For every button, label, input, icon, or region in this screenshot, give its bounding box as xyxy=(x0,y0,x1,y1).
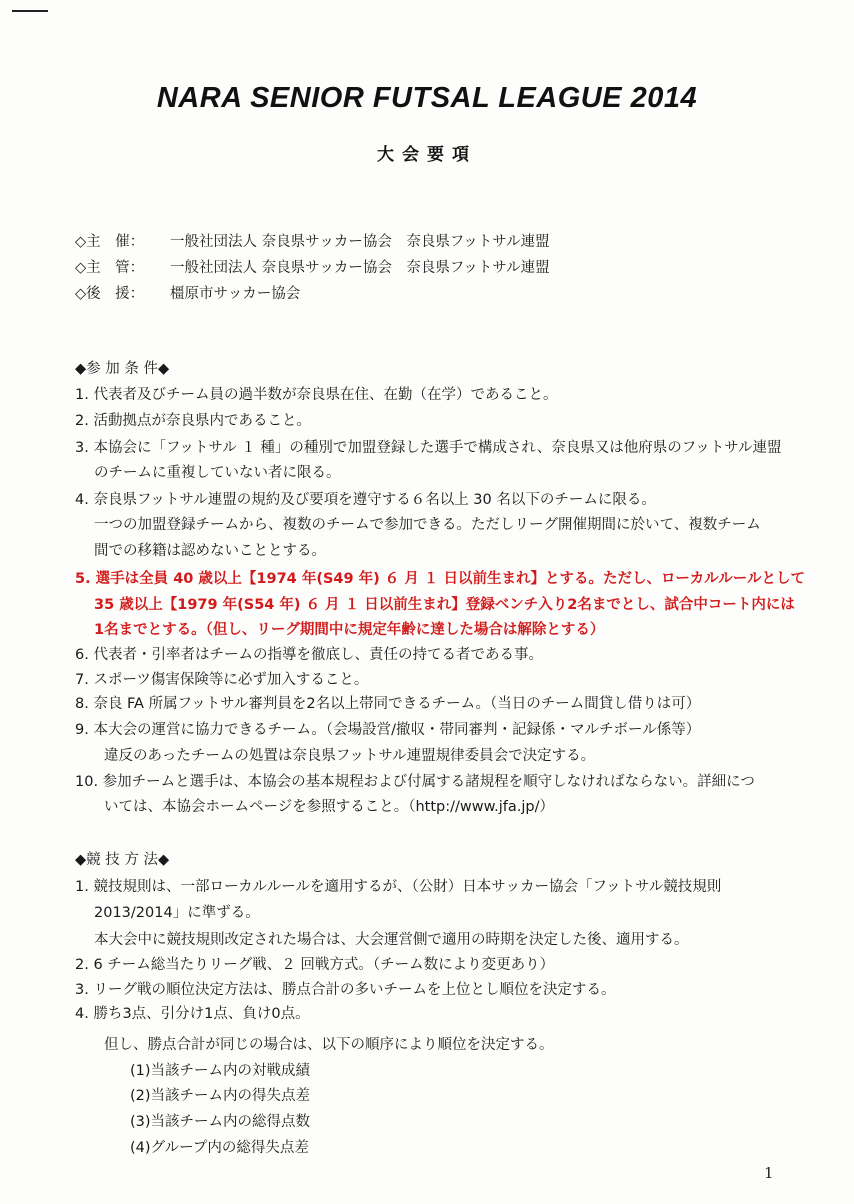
condition-7: 7. スポーツ傷害保険等に必ず加入すること。 xyxy=(75,672,369,688)
organizer-label: ◇主 管： xyxy=(75,260,145,276)
condition-5-cont2: 1名までとする。（但し、リーグ期間中に規定年齢に達した場合は解除とする） xyxy=(94,622,605,638)
method-2: 2. 6 チーム総当たりリーグ戦、２ 回戦方式。（チーム数により変更あり） xyxy=(75,957,555,973)
condition-5: 5. 選手は全員 40 歳以上【1974 年(S49 年) ６ 月 １ 日以前生まれ】とする。ただし、ローカルルールとして xyxy=(75,571,805,587)
document-subtitle: 大会要項 xyxy=(377,145,477,165)
condition-3: 3. 本協会に「フットサル １ 種」の種別で加盟登録した選手で構成され、奈良県又は他府県のフットサル連盟 xyxy=(75,440,782,456)
organizer-label: ◇後 援： xyxy=(75,286,145,302)
condition-10: 10. 参加チームと選手は、本協会の基本規程および付属する諸規程を順守しなければならない。詳細につ xyxy=(75,774,755,790)
condition-4: 4. 奈良県フットサル連盟の規約及び要項を遵守する６名以上 30 名以下のチームに限る。 xyxy=(75,492,656,508)
method-3: 3. リーグ戦の順位決定方法は、勝点合計の多いチームを上位とし順位を決定する。 xyxy=(75,982,616,998)
document-title: NARA SENIOR FUTSAL LEAGUE 2014 xyxy=(156,82,698,114)
organizer-host xyxy=(75,230,550,254)
organizer-value: 一般社団法人 奈良県サッカー協会 奈良県フットサル連盟 xyxy=(170,260,550,276)
organizer-label: ◇主 催： xyxy=(75,234,145,250)
condition-8: 8. 奈良 FA 所属フットサル審判員を2名以上帯同できるチーム。（当日のチーム間貸し借りは可） xyxy=(75,696,701,712)
tiebreaker-item: (1)当該チーム内の対戦成績 xyxy=(130,1063,311,1079)
page-number: 1 xyxy=(764,1164,774,1182)
condition-4-cont: 一つの加盟登録チームから、複数のチームで参加できる。ただしリーグ開催期間に於いて、複数チーム xyxy=(94,517,761,533)
condition-4-cont2: 間での移籍は認めないこととする。 xyxy=(94,543,326,559)
condition-1: 1. 代表者及びチーム員の過半数が奈良県在住、在勤（在学）であること。 xyxy=(75,387,558,403)
tiebreaker-item: (3)当該チーム内の総得点数 xyxy=(130,1114,311,1130)
condition-10-cont: いては、本協会ホームページを参照すること。（http://www.jfa.jp/） xyxy=(104,799,554,815)
method-1-cont: 2013/2014」に準ずる。 xyxy=(94,905,260,921)
condition-9-cont: 違反のあったチームの処置は奈良県フットサル連盟規律委員会で決定する。 xyxy=(104,748,596,764)
organizer-value: 一般社団法人 奈良県サッカー協会 奈良県フットサル連盟 xyxy=(170,234,550,250)
condition-2: 2. 活動拠点が奈良県内であること。 xyxy=(75,413,311,429)
method-4-cont: 但し、勝点合計が同じの場合は、以下の順序により順位を決定する。 xyxy=(104,1037,554,1053)
conditions-heading: ◆参 加 条 件◆ xyxy=(75,361,170,377)
method-1-cont2: 本大会中に競技規則改定された場合は、大会運営側で適用の時期を決定した後、適用する。 xyxy=(94,932,689,948)
scan-mark xyxy=(12,10,48,12)
condition-5-cont: 35 歳以上【1979 年(S54 年) ６ 月 １ 日以前生まれ】登録ベンチ入り2名までとし、試合中コート内には xyxy=(94,597,795,613)
organizer-value: 橿原市サッカー協会 xyxy=(170,286,301,302)
condition-9: 9. 本大会の運営に協力できるチーム。（会場設営/撤収・帯同審判・記録係・マルチボール係等） xyxy=(75,722,701,738)
condition-3-cont: のチームに重複していない者に限る。 xyxy=(94,465,341,481)
organizer-support xyxy=(75,282,300,306)
method-1: 1. 競技規則は、一部ローカルルールを適用するが、（公財）日本サッカー協会「フットサル競技規則 xyxy=(75,879,722,895)
condition-6: 6. 代表者・引率者はチームの指導を徹底し、責任の持てる者である事。 xyxy=(75,647,543,663)
tiebreaker-item: (2)当該チーム内の得失点差 xyxy=(130,1088,311,1104)
method-4: 4. 勝ち3点、引分け1点、負け0点。 xyxy=(75,1006,310,1022)
tiebreaker-item: (4)グループ内の総得失点差 xyxy=(130,1140,309,1156)
method-heading: ◆競 技 方 法◆ xyxy=(75,852,170,868)
organizer-manager xyxy=(75,256,550,280)
